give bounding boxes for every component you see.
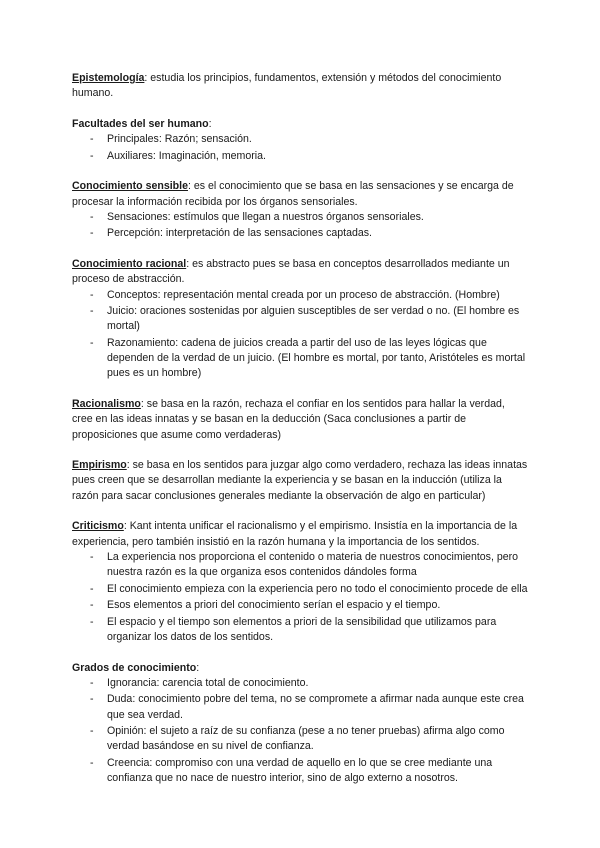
list-item: - Juicio: oraciones sostenidas por alguien susceptibles de ser verdad o no. (El hombre es mortal)	[72, 304, 528, 335]
list-item: - El conocimiento empieza con la experiencia pero no todo el conocimiento procede de ella	[72, 582, 528, 597]
list-item: - Sensaciones: estímulos que llegan a nuestros órganos sensoriales.	[72, 210, 528, 225]
definition: : se basa en la razón, rechaza el confiar en los sentidos para hallar la verdad, cree en las ideas innatas y se basan en la deducción (Saca conclusiones a partir de proposiciones que asume como verdaderas)	[72, 397, 505, 441]
paragraph	[72, 257, 528, 288]
bullet-list	[72, 132, 528, 164]
term-epistemologia: Epistemología	[72, 72, 145, 84]
bullet-list	[72, 288, 528, 382]
definition: : es abstracto pues se basa en conceptos desarrollados mediante un proceso de abstracción.	[72, 257, 510, 286]
list-item: - Auxiliares: Imaginación, memoria.	[72, 149, 528, 164]
term-conocimiento-sensible: Conocimiento sensible	[72, 180, 188, 193]
list-item: - Ignorancia: carencia total de conocimiento.	[72, 676, 528, 691]
section-empirismo	[72, 458, 528, 504]
paragraph	[72, 117, 528, 132]
list-item: - La experiencia nos proporciona el contenido o materia de nuestros conocimientos, pero nuestra razón es la que organiza esos contenidos dándoles forma	[72, 550, 528, 581]
list-item: - Duda: conocimiento pobre del tema, no se compromete a afirmar nada aunque este crea que sea verdad.	[72, 692, 528, 723]
section-facultades	[72, 117, 528, 164]
heading-facultades: Facultades del ser humano	[72, 117, 209, 130]
list-item: - Principales: Razón; sensación.	[72, 132, 528, 147]
list-item: - Creencia: compromiso con una verdad de aquello en lo que se cree mediante una confianza que no nace de nuestro interior, sino de algo externo a nosotros.	[72, 756, 528, 787]
term-racionalismo: Racionalismo	[72, 397, 141, 410]
definition: : es el conocimiento que se basa en las sensaciones y se encarga de procesar la información recibida por los órganos sensoriales.	[72, 180, 514, 208]
term-criticismo: Criticismo	[72, 520, 124, 533]
heading-colon: :	[196, 661, 200, 674]
list-item: - El espacio y el tiempo son elementos a priori de la sensibilidad que utilizamos para organizar los datos de los sentidos.	[72, 615, 528, 646]
list-item: - Percepción: interpretación de las sensaciones captadas.	[72, 226, 528, 241]
bullet-list	[72, 676, 528, 787]
definition: : estudia los principios, fundamentos, extensión y métodos del conocimiento humano.	[72, 72, 502, 100]
section-criticismo	[72, 519, 528, 645]
document-page	[72, 71, 528, 802]
section-conocimiento-sensible	[72, 179, 528, 241]
paragraph	[72, 71, 528, 102]
term-conocimiento-racional: Conocimiento racional	[72, 257, 187, 270]
section-epistemologia	[72, 71, 528, 102]
term-empirismo: Empirismo	[72, 459, 127, 472]
bullet-list	[72, 210, 528, 242]
definition: : Kant intenta unificar el racionalismo y el empirismo. Insistía en la importancia de la experiencia, pero también insistió en la razón humana y la importancia de los sentidos.	[72, 520, 518, 548]
heading-grados: Grados de conocimiento	[72, 661, 197, 674]
paragraph	[72, 661, 528, 676]
definition: : se basa en los sentidos para juzgar algo como verdadero, rechaza las ideas innatas pues creen que se desarrollan mediante la experiencia y se basan en la inducción (utiliza la razón para sacar conclusiones generales mediante la observación de algo en particular)	[72, 459, 528, 502]
list-item: - Conceptos: representación mental creada por un proceso de abstracción. (Hombre)	[72, 288, 528, 303]
paragraph	[72, 397, 528, 443]
paragraph	[72, 458, 528, 504]
paragraph	[72, 519, 528, 550]
section-conocimiento-racional	[72, 257, 528, 382]
list-item: - Esos elementos a priori del conocimiento serían el espacio y el tiempo.	[72, 598, 528, 613]
heading-colon: :	[208, 117, 212, 130]
section-racionalismo	[72, 397, 528, 443]
paragraph	[72, 179, 528, 210]
section-grados	[72, 661, 528, 787]
list-item: - Opinión: el sujeto a raíz de su confianza (pese a no tener pruebas) afirma algo como verdad basándose en su nivel de confianza.	[72, 724, 528, 755]
bullet-list	[72, 550, 528, 645]
list-item: - Razonamiento: cadena de juicios creada a partir del uso de las leyes lógicas que dependen de la verdad de un juicio. (El hombre es mortal, por tanto, Aristóteles es mortal pues es un hombre)	[72, 336, 528, 382]
